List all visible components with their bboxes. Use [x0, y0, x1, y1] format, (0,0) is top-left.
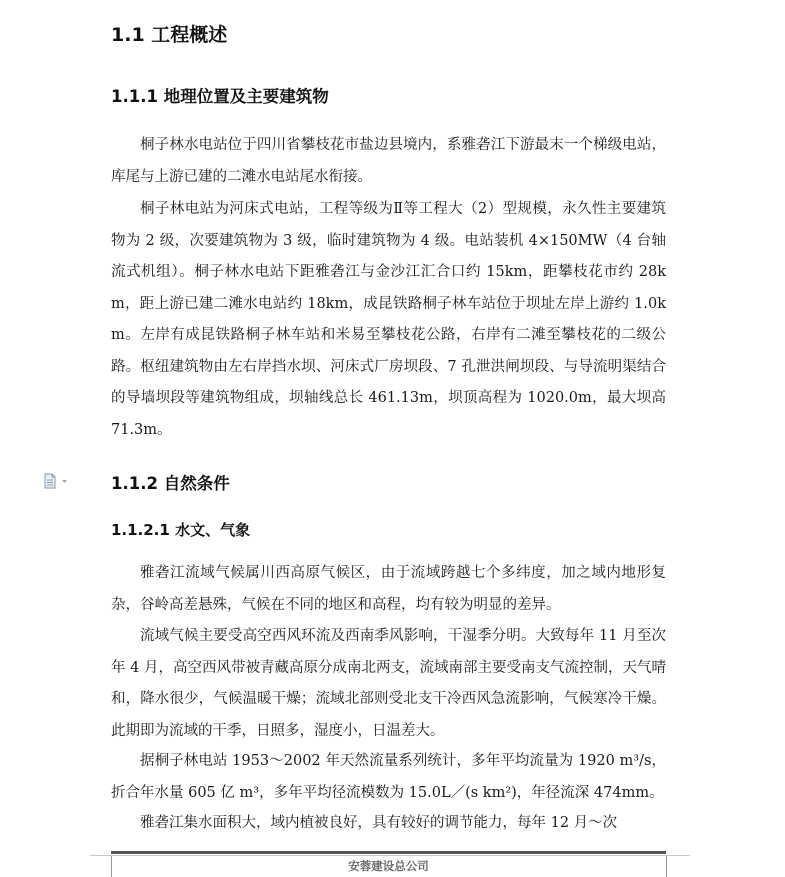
section-heading-location: 1.1.1 地理位置及主要建筑物: [111, 87, 329, 106]
subsection-heading-hydrology: 1.1.2.1 水文、气象: [111, 521, 251, 539]
footer-divider: [111, 851, 666, 854]
paragraph: 流域气候主要受高空西风环流及西南季风影响，干湿季分明。大致每年 11 月至次年 4 月，高空西风带被青藏高原分成南北两支，流域南部主要受南支气流控制，天气晴和，降水很少，气候温暖干燥；流域北部则受北支干冷西风急流影响，气候寒冷干燥。此期即为流域的干季，日照多，湿度小，日温差大。: [111, 628, 666, 739]
paragraph: 桐子林水电站位于四川省攀枝花市盐边县境内，系雅砻江下游最末一个梯级电站，库尾与上游已建的二滩水电站尾水衔接。: [111, 137, 666, 185]
page-boundary-line: [90, 855, 690, 856]
paragraph: 据桐子林电站 1953～2002 年天然流量系列统计，多年平均流量为 1920 m³/s，折合年水量 605 亿 m³，多年平均径流模数为 15.0L／(s km²)，年径流深 474mm。: [111, 753, 666, 801]
paragraph: 雅砻江集水面积大，域内植被良好，具有较好的调节能力，每年 12 月～次: [140, 815, 618, 831]
footer-border: [666, 856, 667, 877]
heading-1: 1.1 工程概述: [111, 24, 228, 46]
paragraph: 桐子林电站为河床式电站，工程等级为Ⅱ等工程大（2）型规模，永久性主要建筑物为 2 级，次要建筑物为 3 级，临时建筑物为 4 级。电站装机 4×150MW（4 台轴流式机组）。桐子林水电站下距雅砻江与金沙江汇合口约 15km，距攀枝花市约 28km，距上游已建二滩水电站约 18km，成昆铁路桐子林车站位于坝址左岸上游约 1.0km。左岸有成昆铁路桐子林车站和米易至攀枝花公路，右岸有二滩至攀枝花的二级公路。枢纽建筑物由左右岸挡水坝、河床式厂房坝段、7 孔泄洪闸坝段、与导流明渠结合的导墙坝段等建筑物组成，坝轴线总长 461.13m，坝顶高程为 1020.0m，最大坝高 71.3m。: [111, 201, 666, 438]
footer-company: 安蓉建设总公司: [348, 859, 429, 873]
section-heading-natural-conditions: 1.1.2 自然条件: [111, 474, 230, 493]
paragraph: 雅砻江流域气候属川西高原气候区，由于流域跨越七个多纬度，加之域内地形复杂，谷岭高差悬殊，气候在不同的地区和高程，均有较为明显的差异。: [111, 565, 666, 613]
document-icon[interactable]: [42, 473, 72, 489]
